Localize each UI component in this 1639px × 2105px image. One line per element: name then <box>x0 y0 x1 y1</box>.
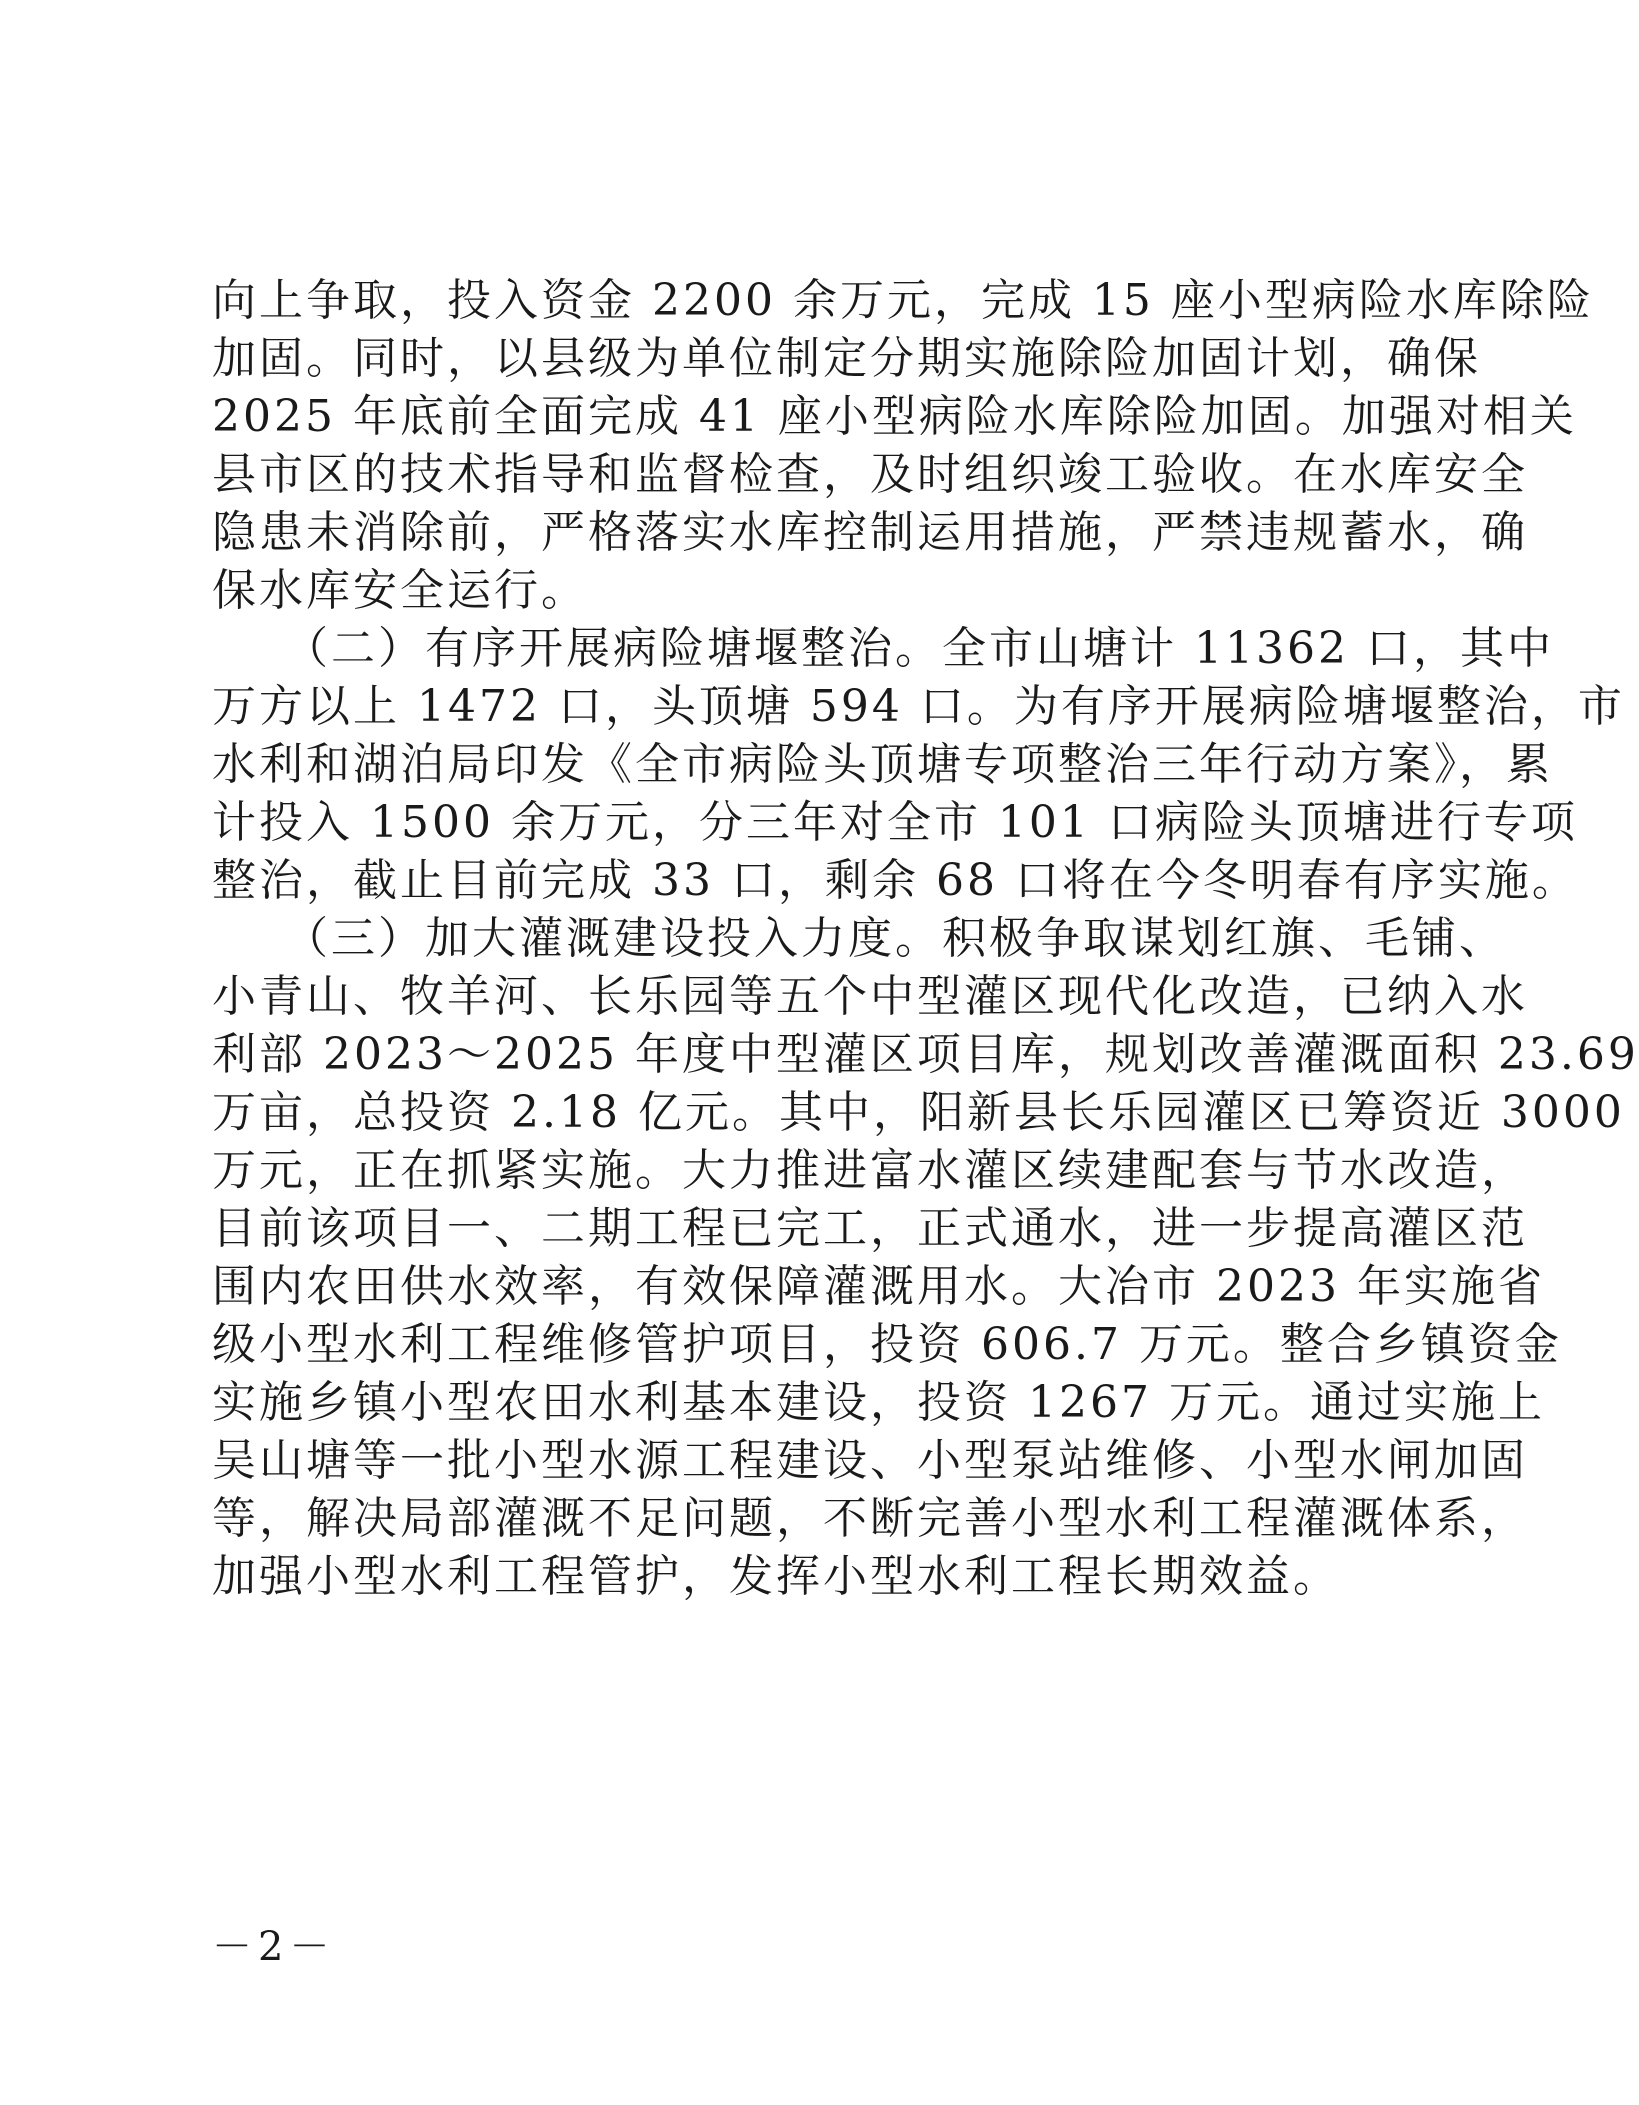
section-heading-line: （二）有序开展病险塘堰整治。全市山塘计 11362 口，其中 <box>212 623 1554 674</box>
section-heading-line: （三）加大灌溉建设投入力度。积极争取谋划红旗、毛铺、 <box>212 913 1506 964</box>
text-line: 等，解决局部灌溉不足问题，不断完善小型水利工程灌溉体系， <box>212 1493 1528 1544</box>
text-line: 计投入 1500 余万元，分三年对全市 101 口病险头顶塘进行专项 <box>212 797 1578 848</box>
text-line: 吴山塘等一批小型水源工程建设、小型泵站维修、小型水闸加固 <box>212 1435 1528 1486</box>
page-number: －2－ <box>212 1924 336 1970</box>
text-line: 万亩，总投资 2.18 亿元。其中，阳新县长乐园灌区已筹资近 3000 <box>212 1087 1625 1138</box>
text-line: 整治，截止目前完成 33 口，剩余 68 口将在今冬明春有序实施。 <box>212 855 1579 906</box>
text-line: 2025 年底前全面完成 41 座小型病险水库除险加固。加强对相关 <box>212 391 1577 442</box>
document-body <box>212 272 1639 1606</box>
text-line: 围内农田供水效率，有效保障灌溉用水。大冶市 2023 年实施省 <box>212 1261 1545 1312</box>
text-line: 万方以上 1472 口，头顶塘 594 口。为有序开展病险塘堰整治，市 <box>212 681 1625 732</box>
text-line: 隐患未消除前，严格落实水库控制运用措施，严禁违规蓄水，确 <box>212 507 1528 558</box>
text-line: 加固。同时，以县级为单位制定分期实施除险加固计划，确保 <box>212 333 1481 384</box>
text-line: 利部 2023～2025 年度中型灌区项目库，规划改善灌溉面积 23.69 <box>212 1029 1639 1080</box>
text-line: 加强小型水利工程管护，发挥小型水利工程长期效益。 <box>212 1551 1340 1602</box>
text-line: 小青山、牧羊河、长乐园等五个中型灌区现代化改造，已纳入水 <box>212 971 1528 1022</box>
text-line: 级小型水利工程维修管护项目，投资 606.7 万元。整合乡镇资金 <box>212 1319 1562 1370</box>
text-line: 向上争取，投入资金 2200 余万元，完成 15 座小型病险水库除险 <box>212 275 1594 326</box>
text-line: 保水库安全运行。 <box>212 565 588 616</box>
text-line: 水利和湖泊局印发《全市病险头顶塘专项整治三年行动方案》，累 <box>212 739 1553 790</box>
text-line: 县市区的技术指导和监督检查，及时组织竣工验收。在水库安全 <box>212 449 1528 500</box>
text-line: 实施乡镇小型农田水利基本建设，投资 1267 万元。通过实施上 <box>212 1377 1545 1428</box>
text-line: 万元，正在抓紧实施。大力推进富水灌区续建配套与节水改造， <box>212 1145 1528 1196</box>
text-line: 目前该项目一、二期工程已完工，正式通水，进一步提高灌区范 <box>212 1203 1528 1254</box>
